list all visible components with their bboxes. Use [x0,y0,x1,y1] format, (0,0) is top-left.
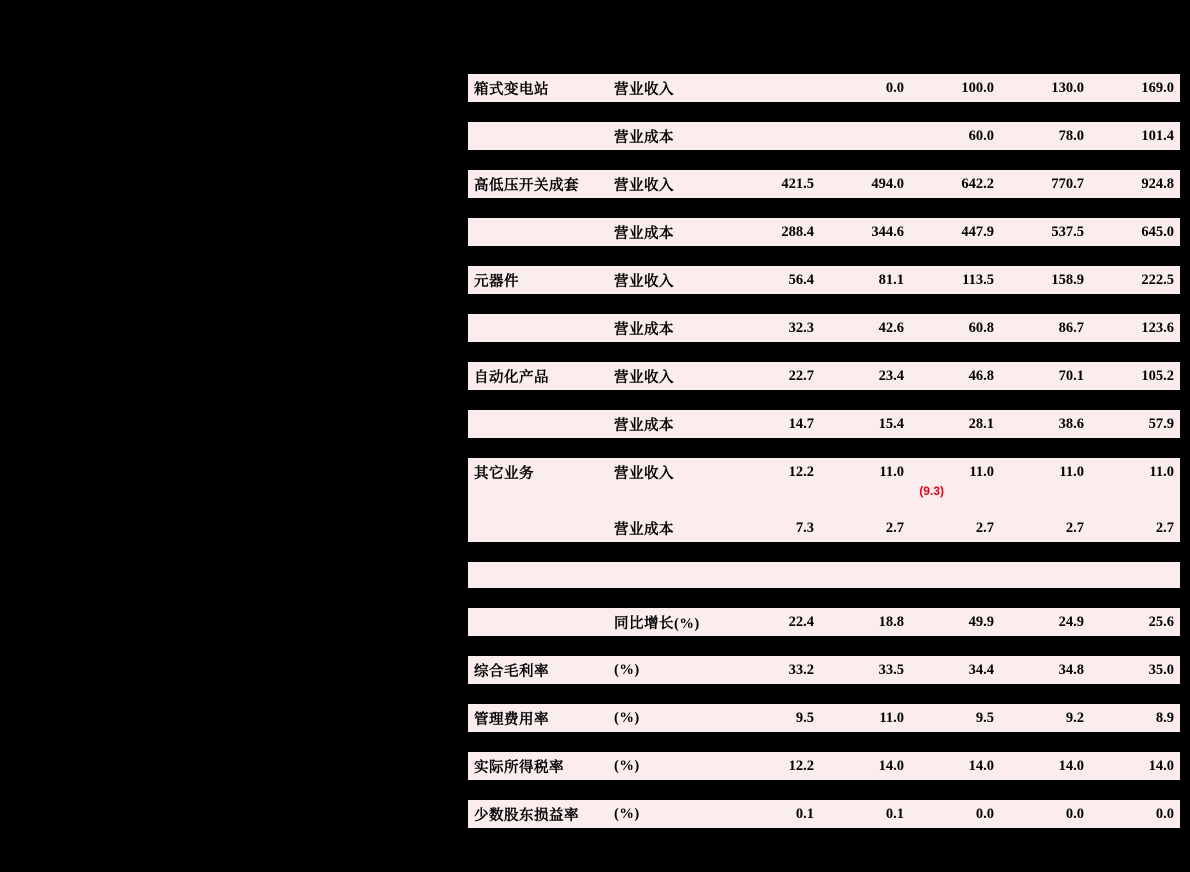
cell-value: 14.0 [1000,752,1090,780]
cell-value: 32.3 [730,314,820,342]
financial-table-container [468,74,1174,828]
cell-value: 33.5 [820,656,910,684]
cell-value: 0.0 [1090,800,1180,828]
cell-value [730,74,820,102]
row-label [468,314,608,342]
cell-value: 60.0 [910,122,1000,150]
cell-value: 447.9 [910,218,1000,246]
cell-value: 344.6 [820,218,910,246]
cell-value: 421.5 [730,170,820,198]
cell-value: 770.7 [1000,170,1090,198]
cell-value: 22.4 [730,608,820,636]
row-gap [468,684,1180,704]
cell-value: 924.8 [1090,170,1180,198]
cell-value: 34.4 [910,656,1000,684]
cell-value: 56.4 [730,266,820,294]
cell-value: 28.1 [910,410,1000,438]
row-metric: 营业收入 [608,362,730,390]
row-label: 箱式变电站 [468,74,608,102]
row-gap [468,588,1180,608]
row-metric: 营业收入 [608,170,730,198]
row-metric: 营业成本 [608,314,730,342]
cell-value: 33.2 [730,656,820,684]
cell-value: 14.0 [1090,752,1180,780]
table-row [468,74,1180,102]
row-label: 综合毛利率 [468,656,608,684]
cell-value: 9.5 [730,704,820,732]
row-gap [468,246,1180,266]
table-row [468,752,1180,780]
cell-value: 14.7 [730,410,820,438]
cell-value: 49.9 [910,608,1000,636]
table-row-blank [468,562,1180,588]
row-gap [468,294,1180,314]
row-label [468,562,608,588]
cell-value: 35.0 [1090,656,1180,684]
row-label: 少数股东损益率 [468,800,608,828]
cell-value: 11.0 [820,704,910,732]
cell-value: 2.7 [1090,514,1180,542]
row-metric: 营业收入 [608,458,730,486]
row-metric: 营业成本 [608,514,730,542]
row-label: 实际所得税率 [468,752,608,780]
cell-value: 0.0 [1000,800,1090,828]
table-row [468,218,1180,246]
row-gap [468,780,1180,800]
row-label [468,410,608,438]
row-metric: 营业收入 [608,74,730,102]
row-label: 高低压开关成套 [468,170,608,198]
table-row [468,800,1180,828]
cell-value [1090,562,1180,588]
cell-value: 537.5 [1000,218,1090,246]
cell-value: 70.1 [1000,362,1090,390]
row-metric: (%) [608,704,730,732]
cell-value: 100.0 [910,74,1000,102]
table-row [468,608,1180,636]
cell-value: 105.2 [1090,362,1180,390]
cell-value: 0.0 [820,74,910,102]
cell-value: 222.5 [1090,266,1180,294]
cell-value: 123.6 [1090,314,1180,342]
table-row [468,362,1180,390]
table-row [468,410,1180,438]
cell-value: 158.9 [1000,266,1090,294]
cell-value: 0.1 [820,800,910,828]
table-row [468,122,1180,150]
cell-value: 57.9 [1090,410,1180,438]
cell-value: 645.0 [1090,218,1180,246]
cell-value: 24.9 [1000,608,1090,636]
cell-value: 78.0 [1000,122,1090,150]
cell-value: 11.0 [820,458,910,486]
cell-value: 288.4 [730,218,820,246]
cell-value [820,122,910,150]
cell-value: 0.0 [910,800,1000,828]
row-gap [468,636,1180,656]
cell-value: 494.0 [820,170,910,198]
cell-value: 9.2 [1000,704,1090,732]
row-gap [468,438,1180,458]
row-metric: (%) [608,752,730,780]
cell-value: 8.9 [1090,704,1180,732]
cell-value: 11.0 [1090,458,1180,486]
cell-value [820,562,910,588]
row-gap [468,102,1180,122]
cell-value: 642.2 [910,170,1000,198]
row-gap [468,390,1180,410]
table-row [468,458,1180,486]
cell-value: 9.5 [910,704,1000,732]
row-metric: 同比增长(%) [608,608,730,636]
row-metric: 营业成本 [608,122,730,150]
cell-value: 101.4 [1090,122,1180,150]
row-label [468,514,608,542]
table-body [468,74,1180,828]
cell-value: 7.3 [730,514,820,542]
red-annotation: (9.3) [919,486,944,498]
row-metric: (%) [608,656,730,684]
cell-value: 14.0 [820,752,910,780]
row-metric: 营业成本 [608,410,730,438]
row-label: 其它业务 [468,458,608,486]
row-metric: 营业成本 [608,218,730,246]
cell-value: 11.0 [910,458,1000,486]
cell-value: 42.6 [820,314,910,342]
cell-value [730,122,820,150]
row-label: 管理费用率 [468,704,608,732]
cell-value: 22.7 [730,362,820,390]
cell-value: 38.6 [1000,410,1090,438]
row-label [468,122,608,150]
cell-value: 18.8 [820,608,910,636]
cell-value: 130.0 [1000,74,1090,102]
table-row [468,314,1180,342]
row-label [468,218,608,246]
row-metric: (%) [608,800,730,828]
financial-forecast-table [468,74,1180,828]
cell-value [1000,562,1090,588]
cell-value: 113.5 [910,266,1000,294]
cell-value: 15.4 [820,410,910,438]
table-row [468,170,1180,198]
cell-value: 25.6 [1090,608,1180,636]
row-label: 元器件 [468,266,608,294]
cell-value: 46.8 [910,362,1000,390]
cell-value: 60.8 [910,314,1000,342]
cell-value: 0.1 [730,800,820,828]
row-metric: 营业收入 [608,266,730,294]
cell-value: 12.2 [730,458,820,486]
row-gap [468,198,1180,218]
table-row [468,656,1180,684]
table-row [468,266,1180,294]
row-gap [468,732,1180,752]
cell-value: 86.7 [1000,314,1090,342]
row-label [468,608,608,636]
cell-value: 81.1 [820,266,910,294]
cell-value: 12.2 [730,752,820,780]
cell-value: 2.7 [820,514,910,542]
row-label: 自动化产品 [468,362,608,390]
table-row [468,514,1180,542]
cell-value [730,562,820,588]
cell-value: 34.8 [1000,656,1090,684]
cell-value: 23.4 [820,362,910,390]
row-gap [468,542,1180,562]
row-gap [468,150,1180,170]
cell-value [910,562,1000,588]
cell-value: 11.0 [1000,458,1090,486]
cell-value: 2.7 [910,514,1000,542]
row-gap [468,342,1180,362]
table-row [468,704,1180,732]
annotation-row [468,486,1180,514]
row-metric [608,562,730,588]
cell-value: 14.0 [910,752,1000,780]
cell-value: 2.7 [1000,514,1090,542]
cell-value: 169.0 [1090,74,1180,102]
